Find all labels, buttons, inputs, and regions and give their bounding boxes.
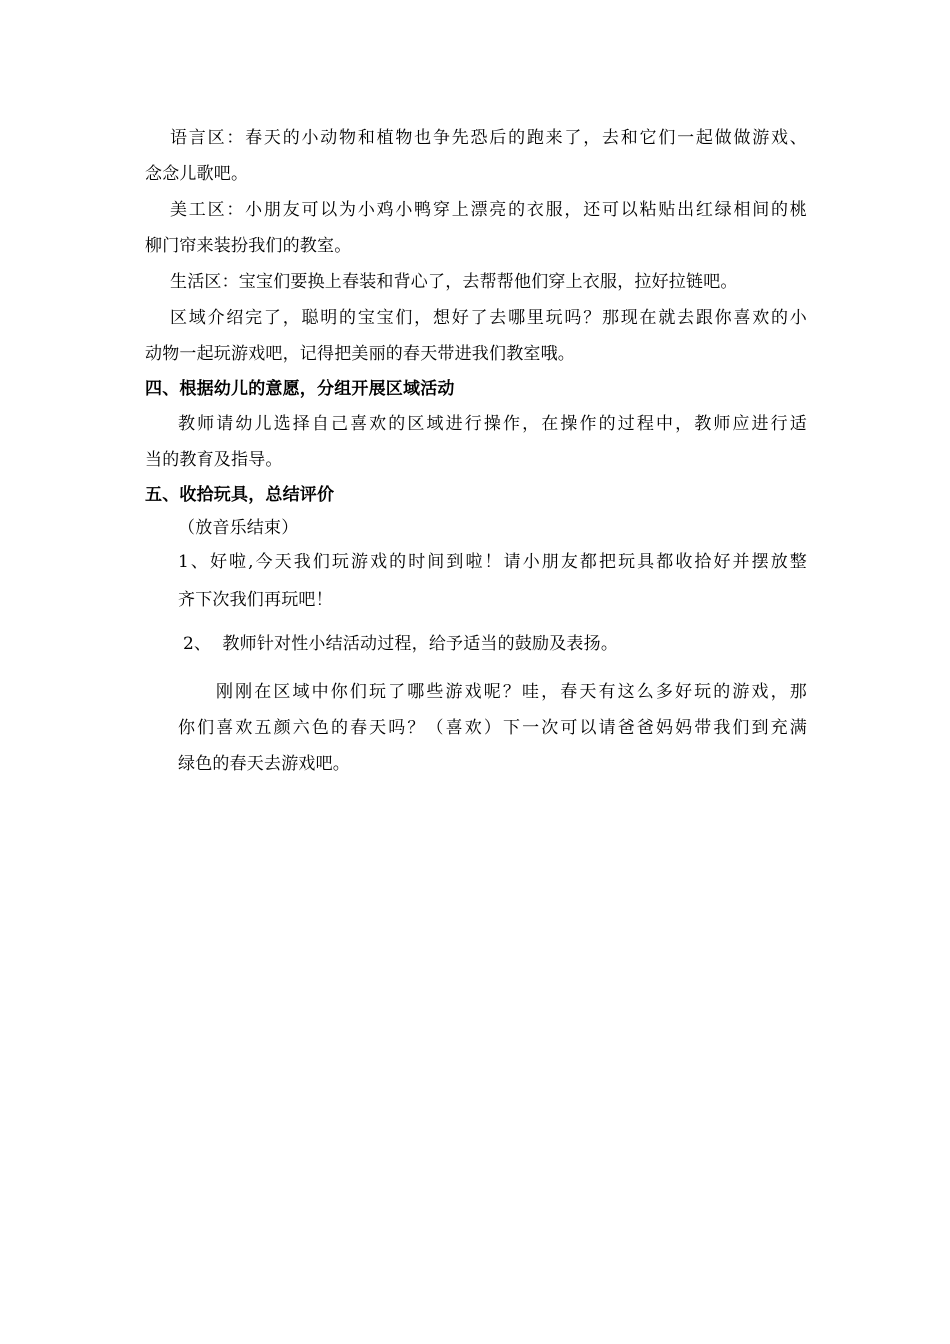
music-note: （放音乐结束） — [178, 518, 299, 538]
paragraph-teacher-guidance-line-1: 教师请幼儿选择自己喜欢的区域进行操作，在操作的过程中，教师应进行适 — [178, 414, 807, 434]
list-item-1-line-2: 齐下次我们再玩吧！ — [178, 590, 333, 610]
paragraph-teacher-guidance-line-2: 当的教育及指导。 — [145, 450, 283, 470]
paragraph-language-area-line-2: 念念儿歌吧。 — [145, 164, 249, 184]
list-item-2: 2、 教师针对性小结活动过程，给予适当的鼓励及表扬。 — [183, 634, 619, 654]
section-heading-four: 四、根据幼儿的意愿，分组开展区域活动 — [145, 379, 455, 399]
paragraph-summary-line-3: 绿色的春天去游戏吧。 — [178, 754, 350, 774]
paragraph-art-area-line-1: 美工区：小朋友可以为小鸡小鸭穿上漂亮的衣服，还可以粘贴出红绿相间的桃 — [170, 200, 807, 220]
paragraph-language-area-line-1: 语言区：春天的小动物和植物也争先恐后的跑来了，去和它们一起做做游戏、 — [170, 128, 807, 148]
paragraph-life-area: 生活区：宝宝们要换上春装和背心了，去帮帮他们穿上衣服，拉好拉链吧。 — [170, 272, 738, 292]
paragraph-summary-line-2: 你们喜欢五颜六色的春天吗？（喜欢）下一次可以请爸爸妈妈带我们到充满 — [178, 718, 807, 738]
paragraph-intro-done-line-1: 区域介绍完了，聪明的宝宝们，想好了去哪里玩吗？那现在就去跟你喜欢的小 — [170, 308, 807, 328]
paragraph-summary-line-1: 刚刚在区域中你们玩了哪些游戏呢？哇，春天有这么多好玩的游戏，那 — [216, 682, 807, 702]
section-heading-five: 五、收拾玩具，总结评价 — [145, 485, 335, 505]
list-item-1-line-1: 1、好啦,今天我们玩游戏的时间到啦！请小朋友都把玩具都收拾好并摆放整 — [178, 552, 807, 572]
paragraph-intro-done-line-2: 动物一起玩游戏吧，记得把美丽的春天带进我们教室哦。 — [145, 344, 575, 364]
paragraph-art-area-line-2: 柳门帘来装扮我们的教室。 — [145, 236, 352, 256]
